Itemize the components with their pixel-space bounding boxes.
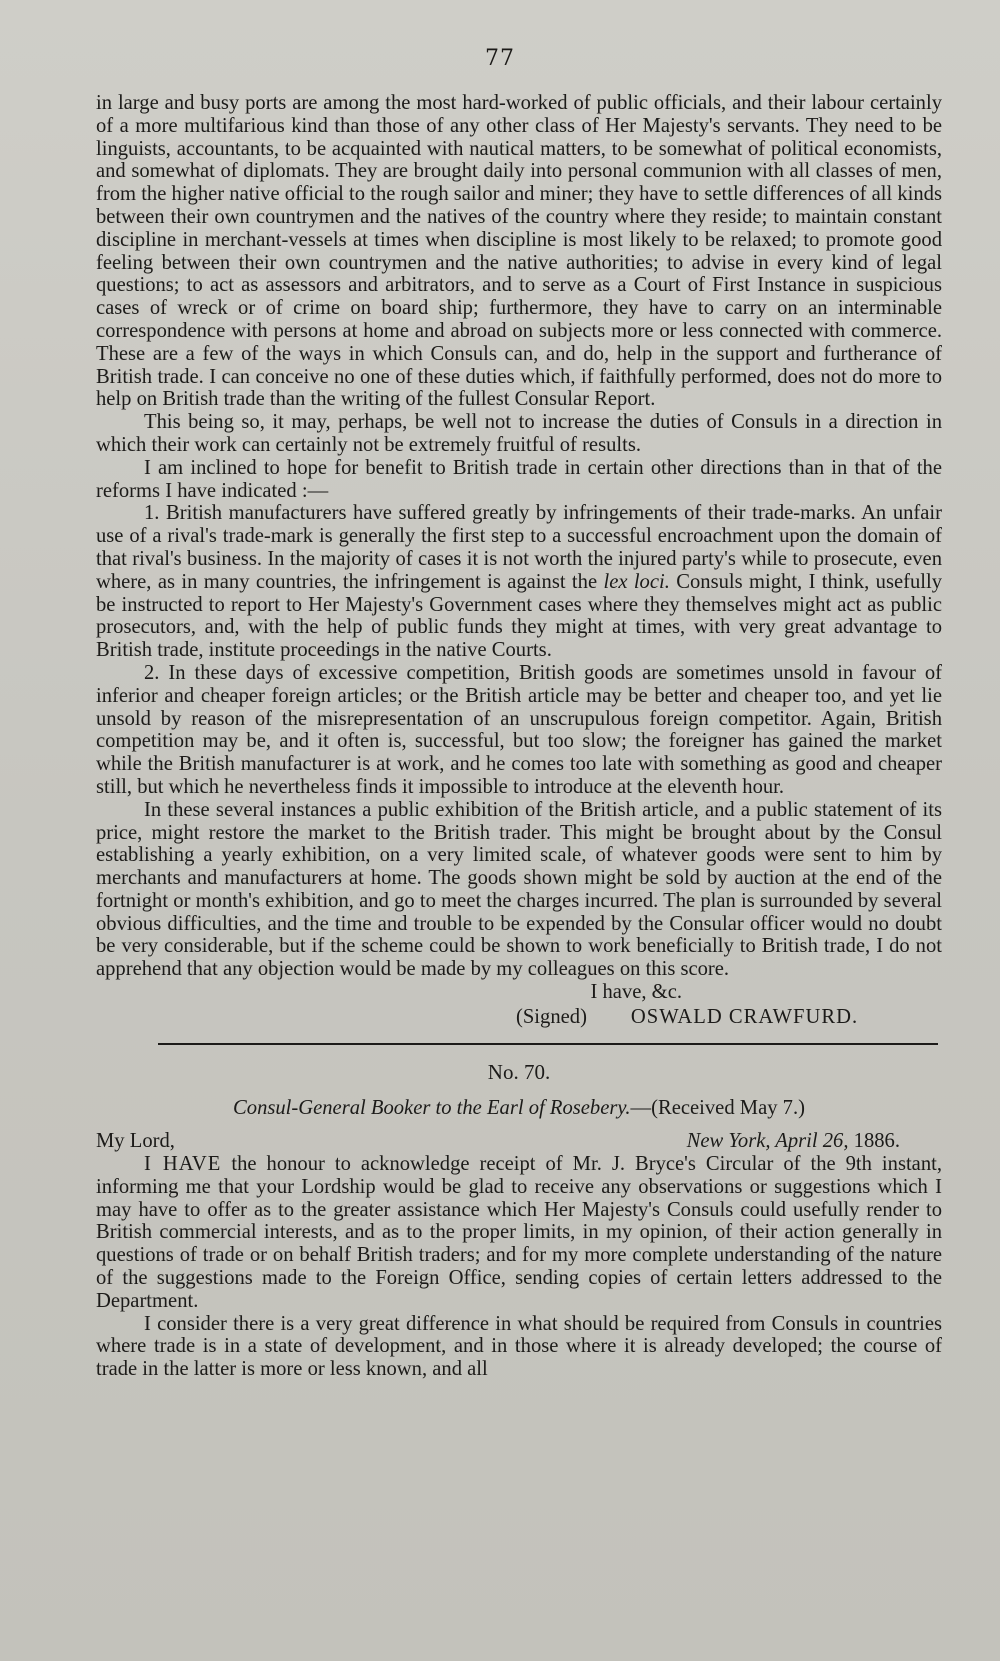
document-heading-title: Consul-General Booker to the Earl of Rosebery. (233, 1097, 631, 1120)
body-text (96, 92, 942, 1381)
letter-paragraph-2: I consider there is a very great difference in what should be required from Consuls in countries where trade is in a state of development, and in those where it is already developed; the course of trade in the latter is more or less known, and all (96, 1312, 942, 1381)
letter-paragraph-1 (96, 1153, 942, 1313)
salutation-row (96, 1130, 942, 1153)
page-number: 77 (485, 46, 515, 71)
dateline (687, 1130, 942, 1153)
signatory-name: OSWALD CRAWFURD. (630, 1005, 859, 1028)
paragraph-closing: In these several instances a public exhibition of the British article, and a public statement of its price, might restore the market to the British trader. This might be brought about by the Consul establishing a yearly exhibition, on a very limited scale, of whatever goods were sent to him by merchants and manufacturers at home. The goods shown might be sold by auction at the end of the fortnight or month's exhibition, and go to meet the charges incurred. The plan is surrounded by several obvious difficulties, and the time and trouble to be expended by the Consular officer would no doubt be very considerable, but if the scheme could be shown to work beneficially to British trade, I do not apprehend that any objection would be made by my colleagues on this score. (96, 798, 942, 981)
received-date: —(Received May 7.) (630, 1097, 805, 1120)
paragraph-continuation: in large and busy ports are among the most hard-worked of public officials, and their labour certainly of a more multifarious kind than those of any other class of Her Majesty's servants. They need to be linguists, accountants, to be acquainted with nautical matters, to be somewhat of political economists, and somewhat of diplomats. They are brought daily into personal communion with all classes of men, from the higher native official to the rough sailor and miner; they have to settle differences of all kinds between their own countrymen and the natives of the country where they reside; to maintain constant discipline in merchant-vessels at times when discipline is most likely to be relaxed; to promote good feeling between their own countrymen and the native authorities; to advise in every kind of legal questions; to act as assessors and arbitrators, and to serve as a Court of First Instance in suspicious cases of wreck or of crime on board ship; furthermore, they have to carry on an interminable correspondence with persons at home and abroad on subjects more or less connected with commerce. These are a few of the ways in which Consuls can, and do, help in the support and furtherance of British trade. I can conceive no one of these duties which, if faithfully performed, does not do more to help on British trade than the writing of the fullest Consular Report. (96, 92, 942, 411)
paragraph-point-1 (96, 502, 942, 662)
signature-block (96, 1006, 942, 1029)
point-1-text: 1. British manufacturers have suffered greatly by infringements of their trade-marks. An unfair use of a rival's trade-mark is generally the first step to a successful encroachment upon the domain of that rival's business. In the majority of cases it is not worth the injured party's while to prosecute, even where, as in many countries, the infringement is against the (96, 502, 942, 593)
document-number: No. 70. (487, 1059, 551, 1084)
paragraph-duties: This being so, it may, perhaps, be well not to increase the duties of Consuls in a direction in which their work can certainly not be extremely fruitful of results. (96, 411, 942, 456)
point-1-italic: lex loci. (603, 570, 670, 593)
dateline-year: 1886. (848, 1130, 900, 1153)
dateline-place: New York, April 26, (686, 1130, 849, 1153)
point-1-text-end: Consuls might, I think, usefully be instructed to report to Her Majesty's Government cases where they themselves might act as public prosecutors, and, with the help of public funds they might at times, with very great advantage to British trade, institute proceedings in the native Courts. (96, 570, 942, 662)
signed-label: (Signed) (516, 1005, 587, 1028)
paragraph-point-2: 2. In these days of excessive competition, British goods are sometimes unsold in favour of inferior and cheaper foreign articles; or the British article may be better and cheaper too, and yet lie unsold by reason of the misrepresentation of an unscrupulous foreign competitor. Again, British competition may be, and it often is, successful, but too slow; the foreigner has gained the market while the British manufacturer is at work, and he comes too late with something as good and cheaper still, but which he nevertheless finds it impossible to introduce at the eleventh hour. (96, 661, 942, 798)
letter-opening-words: I HAVE (144, 1153, 222, 1176)
salutation: My Lord, (96, 1130, 175, 1153)
section-divider (158, 1043, 938, 1045)
signoff-line: I have, &c. (590, 981, 682, 1004)
document-heading (96, 1097, 942, 1120)
letter-paragraph-1-text: the honour to acknowledge receipt of Mr. J. Bryce's Circular of the 9th instant, informing me that your Lordship would be glad to receive any observations or suggestions which I may have to offer as to the greater assistance which Her Majesty's Consuls could usefully render to British commercial interests, and as to the proper limits, in my opinion, of their action generally in questions of trade or on behalf British traders; and for my more complete understanding of the nature of the suggestions made to the Foreign Office, sending copies of certain letters addressed to the Department. (96, 1153, 942, 1312)
paragraph-reforms: I am inclined to hope for benefit to British trade in certain other directions than in that of the reforms I have indicated :— (96, 456, 942, 502)
